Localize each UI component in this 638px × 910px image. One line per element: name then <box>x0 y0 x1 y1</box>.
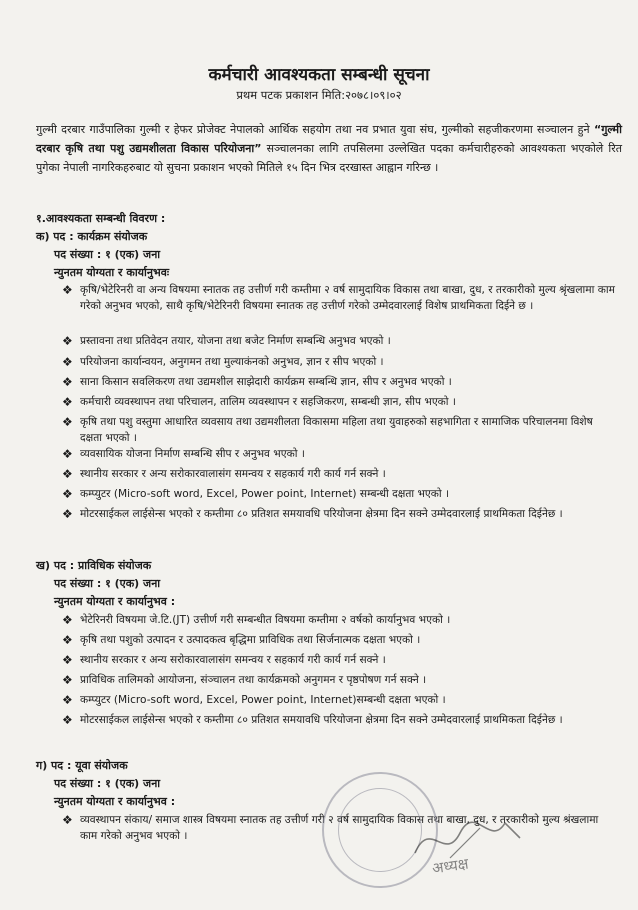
post-count: पद संख्या : १ (एक) जना <box>54 248 161 261</box>
list-item: ❖ कम्प्युटर (Micro-soft word, Excel, Power point, Internet) सम्बन्धी दक्षता भएको । <box>62 487 450 501</box>
list-item: ❖ प्रस्तावना तथा प्रतिवेदन तयार, योजना तथा बजेट निर्माण सम्बन्धि अनुभव भएको । <box>62 334 391 348</box>
list-item: ❖ साना किसान सवलिकरण तथा उद्यमशील साझेदारी कार्यक्रम सम्बन्धि ज्ञान, सीप र अनुभव भएको । <box>62 375 452 389</box>
diamond-bullet-icon: ❖ <box>62 813 73 827</box>
diamond-bullet-icon: ❖ <box>62 713 73 727</box>
post-title: क) पद : कार्यक्रम संयोजक <box>36 230 148 243</box>
list-item: ❖ परियोजना कार्यान्वयन, अनुगमन तथा मुल्याकंनको अनुभव, ज्ञान र सीप भएको । <box>62 355 384 369</box>
list-item: ❖ मोटरसाईकल लाईसेन्स भएको र कम्तीमा ८० प्रतिशत समयावधि परियोजना क्षेत्रमा दिन सक्ने उम्मेदवारलाई प्राथमिकता दिईनेछ । <box>62 713 563 727</box>
qualification-heading: न्युनतम योग्यता र कार्यानुभवः <box>54 266 170 279</box>
signatory-title: अध्यक्ष <box>430 854 470 878</box>
list-item: ❖ स्थानीय सरकार र अन्य सरोकारवालासंग समन्वय र सहकार्य गरी कार्य गर्न सक्ने । <box>62 653 386 667</box>
diamond-bullet-icon: ❖ <box>62 507 73 521</box>
list-item: ❖ स्थानीय सरकार र अन्य सरोकारवालासंग समन्वय र सहकार्य गरी कार्य गर्न सक्ने । <box>62 467 386 481</box>
diamond-bullet-icon: ❖ <box>62 355 73 369</box>
diamond-bullet-icon: ❖ <box>62 375 73 389</box>
qualification-heading: न्युनतम योग्यता र कार्यानुभव : <box>54 595 176 608</box>
publish-date: प्रथम पटक प्रकाशन मिति:२०७८।०९।०२ <box>236 88 402 102</box>
list-item: ❖ मोटरसाईकल लाईसेन्स भएको र कम्तीमा ८० प्रतिशत समयावधि परियोजना क्षेत्रमा दिन सक्ने उम्मेदवारलाई प्राथमिकता दिईनेछ । <box>62 507 563 521</box>
project-name: “गुल्मी दरबार कृषि तथा पशु उद्यमशीलता विकास परियोजना” <box>36 123 622 155</box>
intro-text-before: गुल्मी दरबार गाउँपालिका गुल्मी र हेफर प्रोजेक्ट नेपालको आर्थिक सहयोग तथा नव प्रभात युवा संघ, गुल्मीको सहजीकरणमा सञ्चालन हुने <box>36 123 590 136</box>
diamond-bullet-icon: ❖ <box>62 283 73 297</box>
post-count: पद संख्या : १ (एक) जना <box>54 777 161 790</box>
list-item: ❖ कृषि तथा पशु वस्तुमा आधारित व्यवसाय तथा उद्यमशीलता विकासमा महिला तथा युवाहरुको सहभागिता र सामाजिक परिचालनमा विशेष दक्षता भएको । <box>62 415 593 444</box>
diamond-bullet-icon: ❖ <box>62 447 73 461</box>
intro-text-after: सञ्चालनका लागि तपसिलमा उल्लेखित पदका कर्मचारीहरुको आवश्यकता भएकोले रित पुगेका नेपाली नागरिकहरुबाट यो सुचना प्रकाशन भएको मितिले १५ दिन भित्र दरखास्त आह्वान गरिन्छ । <box>36 142 622 174</box>
diamond-bullet-icon: ❖ <box>62 633 73 647</box>
post-count: पद संख्या : १ (एक) जना <box>54 577 161 590</box>
section-heading: १.आवश्यकता सम्बन्धी विवरण : <box>36 212 166 225</box>
post-title: ग) पद : यूवा संयोजक <box>36 759 128 772</box>
list-item: ❖ व्यवसायिक योजना निर्माण सम्बन्धि सीप र अनुभव भएको । <box>62 447 305 461</box>
diamond-bullet-icon: ❖ <box>62 693 73 707</box>
list-item: ❖ कम्प्युटर (Micro-soft word, Excel, Power point, Internet)सम्बन्धी दक्षता भएको । <box>62 693 446 707</box>
diamond-bullet-icon: ❖ <box>62 395 73 409</box>
list-item: ❖ प्राविधिक तालिमको आयोजना, संञ्चालन तथा कार्यक्रमको अनुगमन र पृष्ठपोषण गर्न सक्ने । <box>62 673 427 687</box>
list-item: ❖ कृषि/भेटेरिनरी वा अन्य विषयमा स्नातक तह उत्तीर्ण गरी कम्तीमा २ वर्ष सामुदायिक विकास तथा बाखा, दुध, र तरकारीको मुल्य श्रृंखलामा काम गरेको अनुभव भएको, साथै कृषि/भेटेरिनरी विषयमा स्नातक तह उत्तीर्ण गरेको उम्मेदवारलाई विशेष प्राथमिकता दिईने छ । <box>62 283 615 312</box>
diamond-bullet-icon: ❖ <box>62 673 73 687</box>
list-item: ❖ भेटेरिनरी विषयमा जे.टि.(JT) उत्तीर्ण गरी सम्बन्धीत विषयमा कम्तीमा २ वर्षको कार्यानुभव भएको । <box>62 613 451 627</box>
signature-mark <box>410 808 530 868</box>
intro-paragraph <box>36 120 622 177</box>
list-item: ❖ कर्मचारी व्यवस्थापन तथा परिचालन, तालिम व्यवस्थापन र सहजिकरण, सम्बन्धी ज्ञान, सीप भएको । <box>62 395 456 409</box>
diamond-bullet-icon: ❖ <box>62 487 73 501</box>
list-item: ❖ व्यवस्थापन संकाय/ समाज शास्त्र विषयमा स्नातक तह उत्तीर्ण गरी २ वर्ष सामुदायिक विकास तथा बाखा, दुध, र तरकारीको मुल्य श्रंखलामा काम गरेको अनुभव भएको । <box>62 813 599 842</box>
notice-title: कर्मचारी आवश्यकता सम्बन्धी सूचना <box>208 65 430 85</box>
diamond-bullet-icon: ❖ <box>62 467 73 481</box>
diamond-bullet-icon: ❖ <box>62 613 73 627</box>
diamond-bullet-icon: ❖ <box>62 334 73 348</box>
diamond-bullet-icon: ❖ <box>62 415 73 429</box>
list-item: ❖ कृषि तथा पशुको उत्पादन र उत्पादकत्व बृद्धिमा प्राविधिक तथा सिर्जनात्मक दक्षता भएको । <box>62 633 421 647</box>
qualification-heading: न्युनतम योग्यता र कार्यानुभव : <box>54 795 176 808</box>
diamond-bullet-icon: ❖ <box>62 653 73 667</box>
post-title: ख) पद : प्राविधिक संयोजक <box>36 559 152 572</box>
